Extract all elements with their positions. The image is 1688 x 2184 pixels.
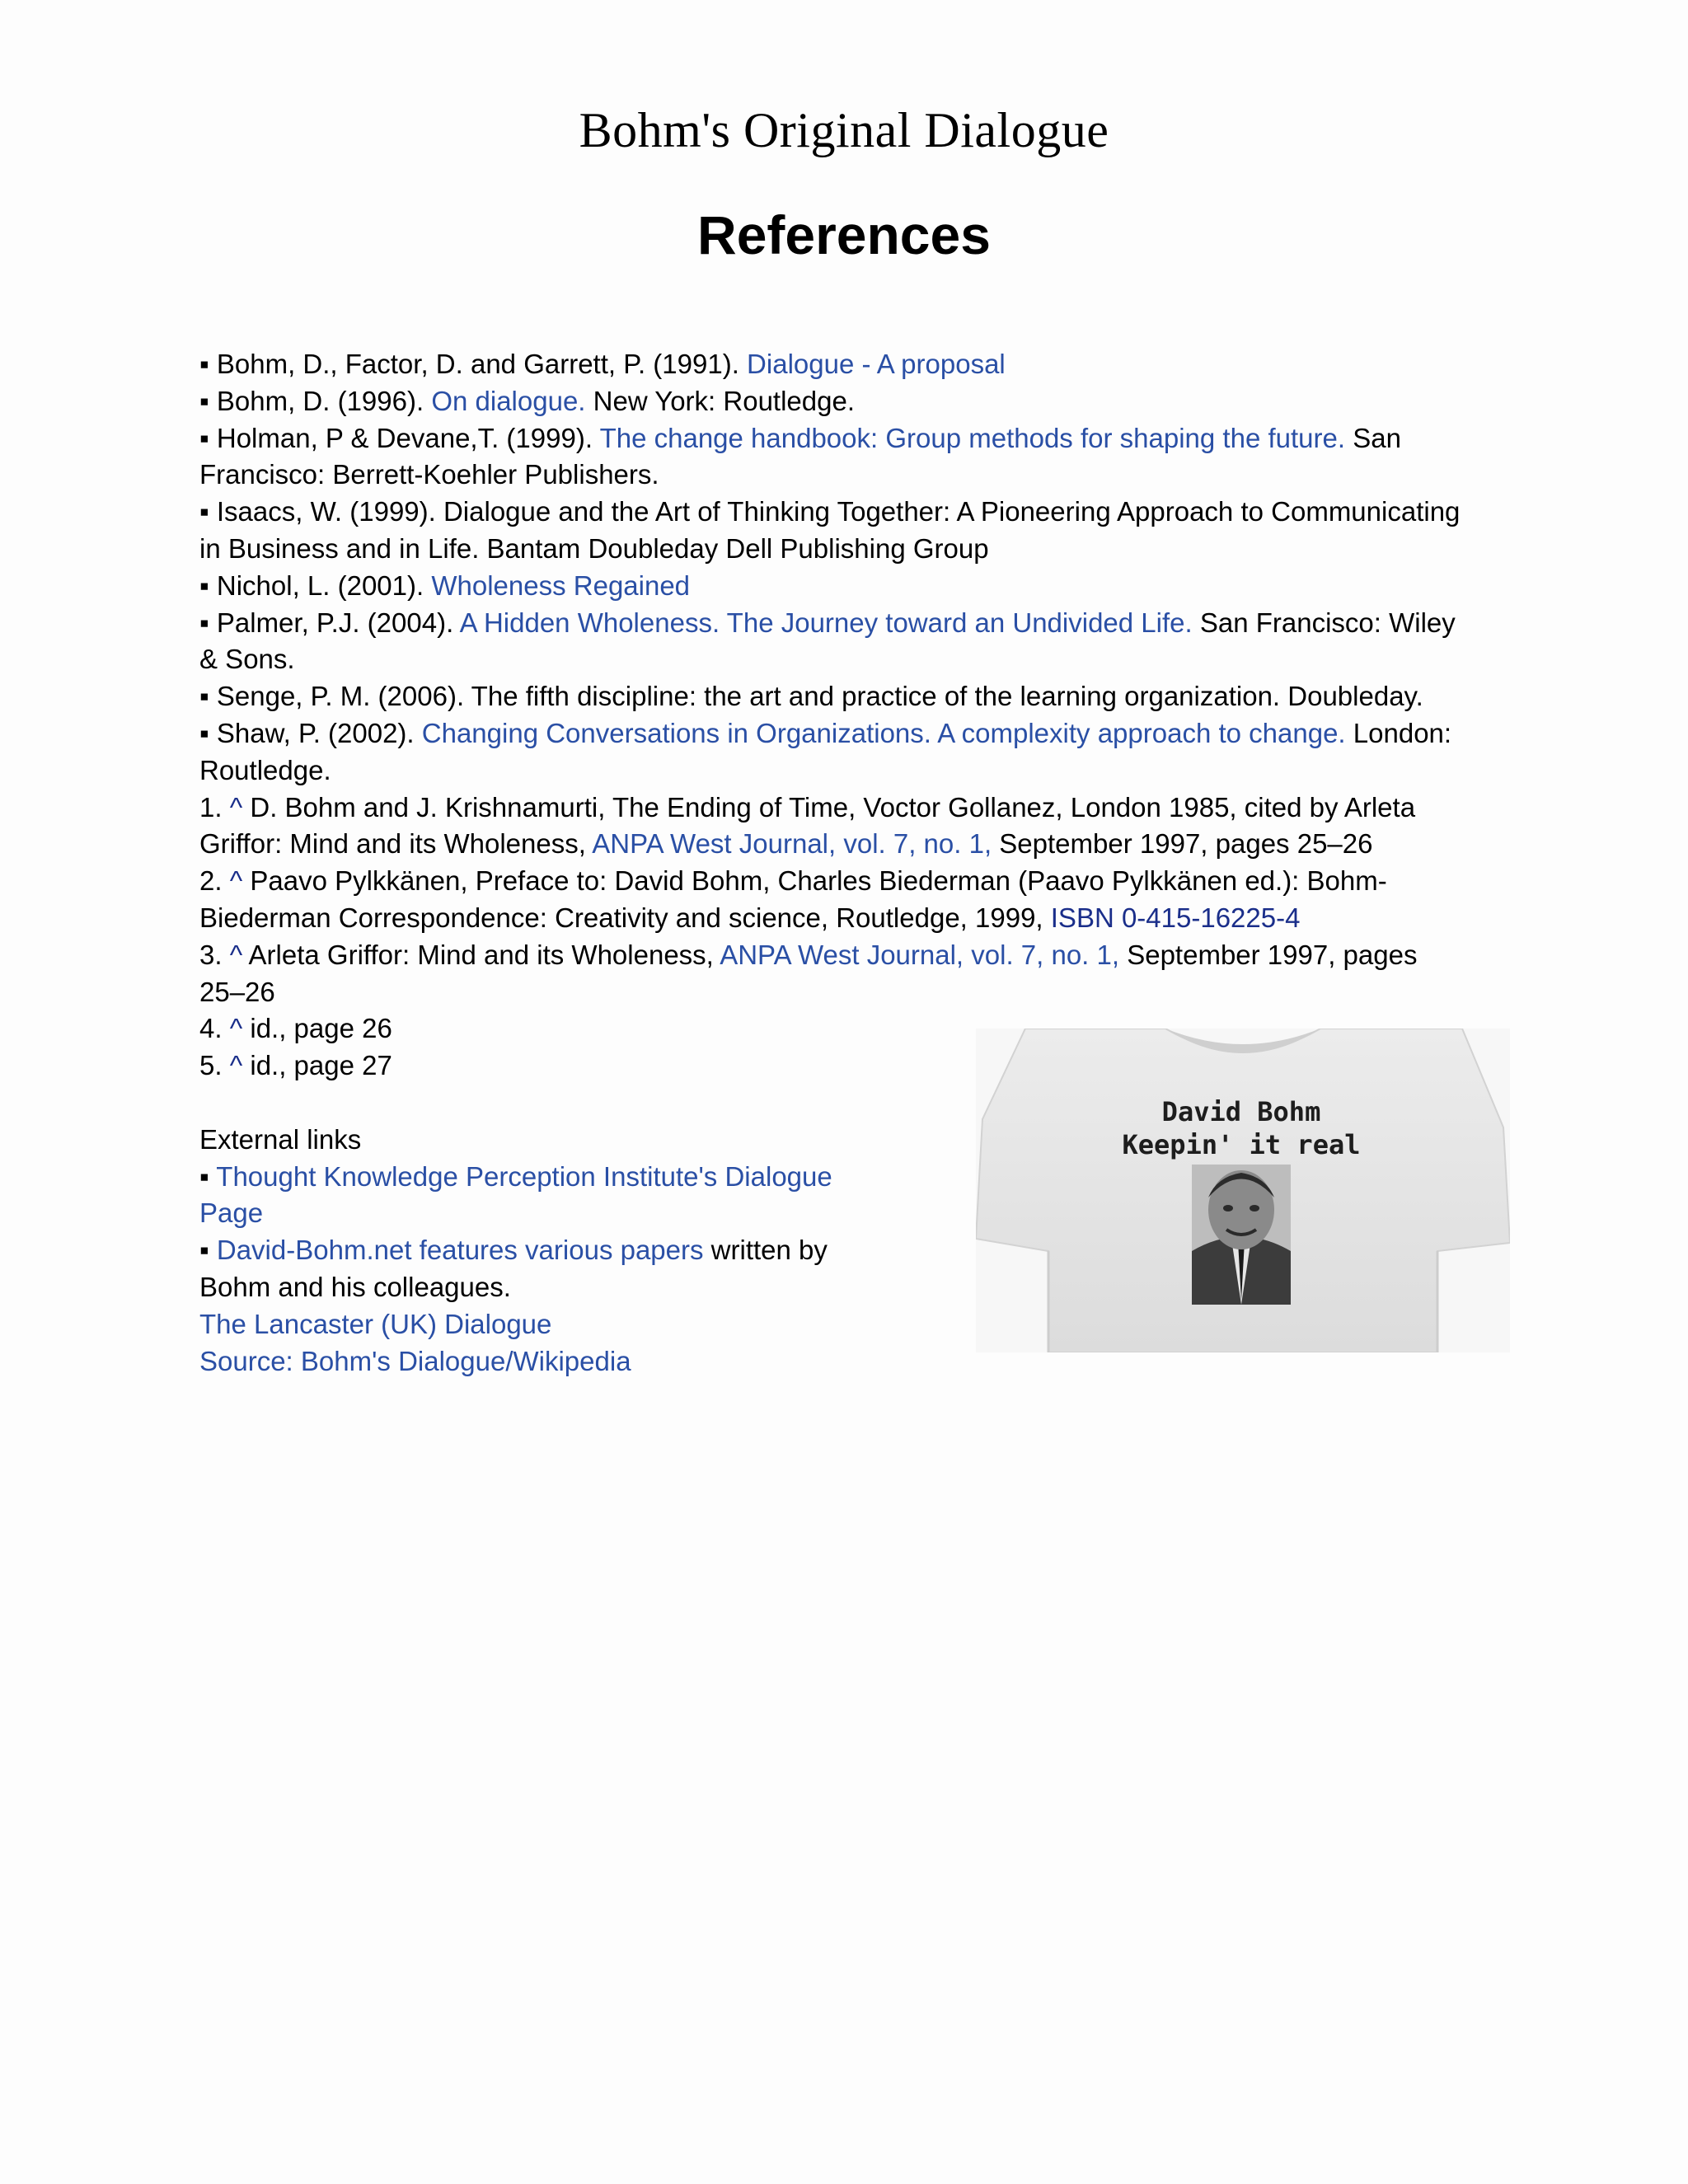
footnote: 1. ^ D. Bohm and J. Krishnamurti, The Ending of Time, Voctor Gollanez, London 1985, cited by Arleta	[199, 791, 1416, 823]
reference-item-cont: Routledge.	[199, 754, 331, 785]
external-link-item	[199, 1159, 859, 1196]
footnote-cont: 25–26	[199, 976, 275, 1007]
reference-item: ▪ Nichol, L. (2001). Wholeness Regained	[199, 569, 691, 601]
bullet: ▪	[199, 569, 209, 601]
external-link-cont: Bohm and his colleagues.	[199, 1271, 511, 1302]
lancaster-dialogue-link[interactable]: The Lancaster (UK) Dialogue	[199, 1308, 552, 1339]
backlink-caret[interactable]: ^	[229, 791, 243, 823]
document-title: Bohm's Original Dialogue	[579, 103, 1109, 157]
footnote: 3. ^ Arleta Griffor: Mind and its Wholeness, ANPA West Journal, vol. 7, no. 1, September 1997, pages	[199, 939, 1418, 970]
backlink-caret[interactable]: ^	[229, 1050, 243, 1081]
journal-link[interactable]: ANPA West Journal, vol. 7, no. 1,	[720, 939, 1120, 970]
footnote: 5. ^ id., page 27	[199, 1050, 392, 1081]
shirt-text-line-1: David Bohm	[1161, 1096, 1321, 1127]
bullet: ▪	[199, 385, 209, 416]
footnote: 2. ^ Paavo Pylkkänen, Preface to: David Bohm, Charles Biederman (Paavo Pylkkänen ed.): Bohm-	[199, 865, 1387, 897]
bullet: ▪	[199, 1160, 209, 1192]
bullet: ▪	[199, 1235, 209, 1266]
backlink-caret[interactable]: ^	[229, 1013, 243, 1044]
footnote-cont: Biederman Correspondence: Creativity and science, Routledge, 1999, ISBN 0-415-16225-4	[199, 902, 1301, 933]
isbn-link[interactable]: ISBN 0-415-16225-4	[1050, 902, 1301, 933]
external-links	[199, 1122, 859, 1380]
reference-item: ▪ Palmer, P.J. (2004). A Hidden Wholeness. The Journey toward an Undivided Life. San Francisco: Wiley	[199, 607, 1456, 638]
bullet: ▪	[199, 422, 209, 453]
reference-link[interactable]: On dialogue.	[431, 385, 586, 416]
reference-link[interactable]: A Hidden Wholeness. The Journey toward an Undivided Life.	[459, 607, 1193, 638]
david-bohm-net-link[interactable]: David-Bohm.net features various papers	[216, 1235, 704, 1266]
reference-link[interactable]: The change handbook: Group methods for shaping the future.	[599, 422, 1346, 453]
external-links-heading: External links	[199, 1123, 362, 1155]
tshirt-photo	[976, 1029, 1510, 1352]
reference-item: ▪ Isaacs, W. (1999). Dialogue and the Art of Thinking Together: A Pioneering Approach to Communicating	[199, 496, 1461, 527]
tkp-dialogue-link-cont[interactable]: Page	[199, 1197, 264, 1229]
portrait	[1192, 1165, 1291, 1305]
references-heading: References	[697, 204, 991, 265]
bullet: ▪	[199, 496, 209, 527]
bullet: ▪	[199, 681, 209, 712]
reference-link[interactable]: Dialogue - A proposal	[747, 349, 1006, 379]
reference-link[interactable]: Wholeness Regained	[431, 569, 691, 601]
backlink-caret[interactable]: ^	[229, 939, 243, 970]
bullet: ▪	[199, 349, 209, 379]
source-link[interactable]: Source: Bohm's Dialogue/Wikipedia	[199, 1345, 631, 1376]
footnote-cont: Griffor: Mind and its Wholeness, ANPA West Journal, vol. 7, no. 1, September 1997, pages 25–26	[199, 828, 1373, 860]
reference-item-cont: Francisco: Berrett-Koehler Publishers.	[199, 459, 659, 490]
reference-item: ▪ Holman, P & Devane,T. (1999). The change handbook: Group methods for shaping the future. San	[199, 422, 1401, 453]
external-link-item: ▪ David-Bohm.net features various papers written by	[199, 1235, 828, 1266]
shirt-text-line-2: Keepin' it real	[1122, 1129, 1361, 1160]
bullet: ▪	[199, 607, 209, 638]
reference-link[interactable]: Changing Conversations in Organizations. A complexity approach to change.	[421, 717, 1346, 748]
bullet: ▪	[199, 717, 209, 748]
journal-link[interactable]: ANPA West Journal, vol. 7, no. 1,	[592, 828, 992, 860]
footnote: 4. ^ id., page 26	[199, 1013, 392, 1044]
reference-item-cont: & Sons.	[199, 644, 295, 675]
tshirt-image	[976, 1029, 1510, 1352]
backlink-caret[interactable]: ^	[229, 865, 243, 897]
tkp-dialogue-link[interactable]: Thought Knowledge Perception Institute's Dialogue	[216, 1160, 832, 1192]
reference-item-cont: in Business and in Life. Bantam Doubleday Dell Publishing Group	[199, 532, 989, 564]
reference-item: ▪ Senge, P. M. (2006). The fifth discipline: the art and practice of the learning organization. Doubleday.	[199, 681, 1423, 712]
reference-item: ▪ Bohm, D. (1996). On dialogue. New York: Routledge.	[199, 385, 856, 416]
reference-item: ▪ Bohm, D., Factor, D. and Garrett, P. (1991). Dialogue - A proposal	[199, 349, 1006, 379]
reference-item: ▪ Shaw, P. (2002). Changing Conversations in Organizations. A complexity approach to change. London:	[199, 717, 1452, 748]
